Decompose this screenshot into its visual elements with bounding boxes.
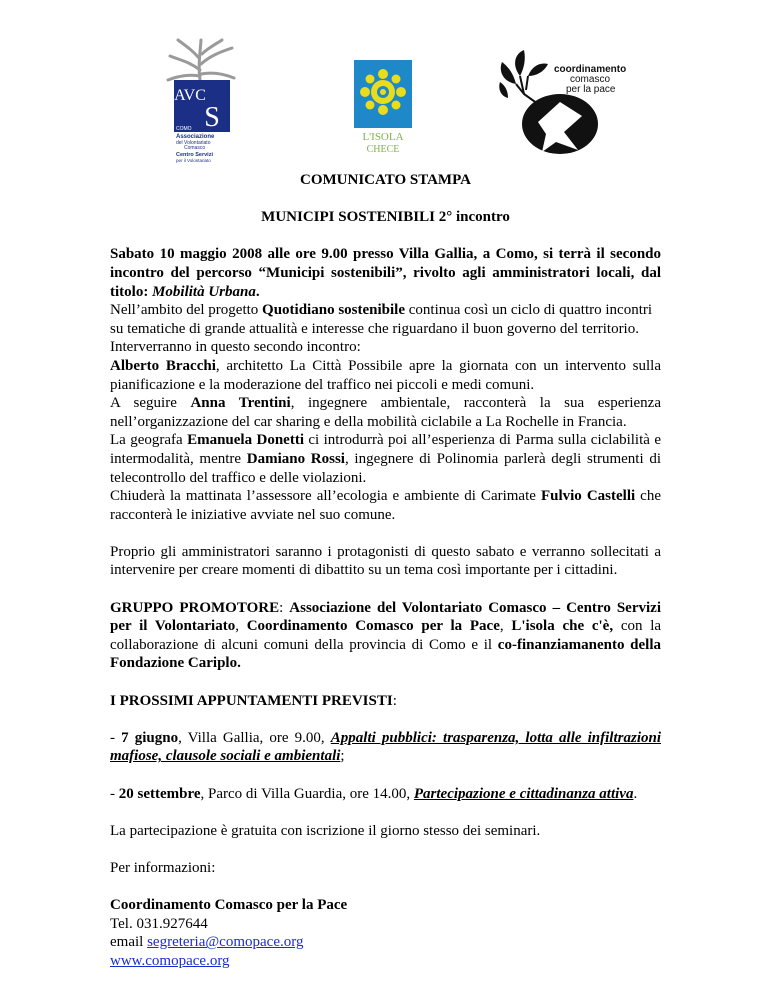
event2-end: . [633,785,638,802]
isola-line2: CHECE [366,144,400,155]
project-name: Quotidiano sostenibile [262,302,405,319]
speaker-rossi-text: , ingegnere di Polinomia parlerà degli strumenti di telecontrollo del traffico e delle violazioni. [110,450,662,486]
avc-line2: del Volontariato [176,140,211,146]
event2-title: Partecipazione e cittadinanza attiva [413,785,634,802]
upcoming-colon: : [392,692,397,709]
event1-dash: - [110,729,122,746]
upcoming-heading [110,692,661,711]
event2-dash: - [110,785,119,802]
pace-line1: coordinamento [554,64,627,75]
event1-date: 7 giugno [121,729,179,746]
contact-org: Coordinamento Comasco per la Pace [110,897,348,914]
speaker-trentini-lead: A seguire [110,395,191,412]
pace-line2: comasco [570,74,611,85]
upcoming-event-2 [110,785,661,804]
speaker-trentini-text: , ingegnere ambientale, racconterà la sua esperienza nell’organizzazione del car sharing e della mobilità ciclabile a La Rochelle in Francia. [110,395,661,430]
speaker-trentini-name: Anna Trentini [190,395,291,412]
contact-web-link[interactable]: www.comopace.org [110,952,230,969]
speaker-donetti-lead: La geografa [110,432,188,449]
intro-title-italic: Mobilità Urbana [152,283,256,300]
promoters-label: GRUPPO PROMOTORE [110,599,280,616]
press-release-label: COMUNICATO STAMPA [300,172,471,188]
isola-che-ce-logo [352,58,414,156]
isola-line1: L'ISOLA [362,131,404,143]
promoter-avc: Associazione del Volontariato Comasco – Centro Servizi per il Volontariato [110,599,661,635]
contact-email-link[interactable]: segreteria@comopace.org [147,934,304,951]
intro-paragraph [110,245,661,301]
avc-letters: AVC [174,87,206,104]
promoter-isola: L'isola che c'è, [511,618,614,635]
speaker-bracchi [110,357,661,394]
project-paragraph [110,301,661,338]
speaker-donetti-name: Emanuela Donetti [187,432,304,449]
intro-title-end: . [255,283,260,300]
speaker-castelli-text: che racconterà le iniziative avviate nel suo comune. [110,488,662,523]
intro-bold-text: Sabato 10 maggio 2008 alle ore 9.00 presso Villa Gallia, a Como, si terrà il secondo incontro del percorso “Municipi sostenibili”, rivolto agli amministratori locali, dal titolo: [110,246,661,300]
speaker-rossi-name: Damiano Rossi [246,450,345,467]
event1-title: Appalti pubblici: trasparenza, lotta alle infiltrazioni mafiose, clausole sociali e ambientali [110,729,661,765]
press-release-body [110,171,661,971]
speaker-trentini [110,394,661,431]
speaker-bracchi-text: , architetto La Città Possibile apre la giornata con un intervento sulla pianificazione e la moderazione del traffico nei piccoli e medi comuni. [110,357,661,393]
logos-header [0,0,768,170]
pace-line3: per la pace [566,84,616,95]
avc-line4: Centro Servizi [176,152,213,158]
speaker-castelli-name: Fulvio Castelli [540,488,636,505]
project-text-a: Nell’ambito del progetto [110,302,263,319]
event-title: MUNICIPI SOSTENIBILI 2° incontro [261,209,510,226]
promoter-pace: Coordinamento Comasco per la Pace [246,618,500,635]
contact-email-line [110,933,661,952]
event2-text: , Parco di Villa Guardia, ore 14.00, [200,785,414,802]
upcoming-event-1 [110,729,661,766]
avc-line5: per il Volontariato [176,158,211,163]
coordinamento-pace-logo [498,46,627,158]
promoters-mid: con la collaborazione di alcuni comuni della provincia di Como e il [110,618,662,653]
event1-end: ; [340,748,345,765]
participation-note: La partecipazione è gratuita con iscrizione il giorno stesso dei seminari. [110,822,541,839]
event2-date: 20 settembre [118,785,201,802]
speaker-donetti-text: ci introdurrà poi all’esperienza di Parma sulla ciclabilità e intermodalità, mentre [110,432,661,467]
promoter-cariplo: co-finanziamanento della Fondazione Cariplo. [110,636,661,672]
closing-paragraph: Proprio gli amministratori saranno i protagonisti di questo sabato e verranno sollecitati a intervenire per creare momenti di dibattito su un tema così importante per i cittadini. [110,543,661,579]
avc-s-letter: S [204,102,220,133]
speaker-castelli [110,487,661,524]
promoters-sep2: , [499,618,512,635]
event1-text: , Villa Gallia, ore 9.00, [178,729,331,746]
avc-line1: Associazione [176,134,215,140]
promoters-sep1: , [235,618,247,635]
avc-city: COMO [176,126,192,132]
avc-csv-logo [160,36,240,164]
contact-email-label: email [110,934,148,951]
promoters-colon: : [279,599,290,616]
speaker-donetti-rossi [110,431,661,487]
contact-web-line [110,952,661,971]
speaker-bracchi-name: Alberto Bracchi [110,357,216,374]
contact-tel: Tel. 031.927644 [110,915,208,932]
upcoming-label: I PROSSIMI APPUNTAMENTI PREVISTI [110,692,393,709]
promoters-paragraph [110,599,661,673]
speaker-castelli-lead: Chiuderà la mattinata l’assessore all’ecologia e ambiente di Carimate [110,488,541,505]
info-label: Per informazioni: [110,859,216,876]
avc-line3: Comasco [184,145,206,151]
project-text-c: continua così un ciclo di quattro incontri su tematiche di grande attualità e interesse che riguardano il buon governo del territorio. [110,302,653,337]
speakers-intro: Interverranno in questo secondo incontro: [110,339,361,356]
